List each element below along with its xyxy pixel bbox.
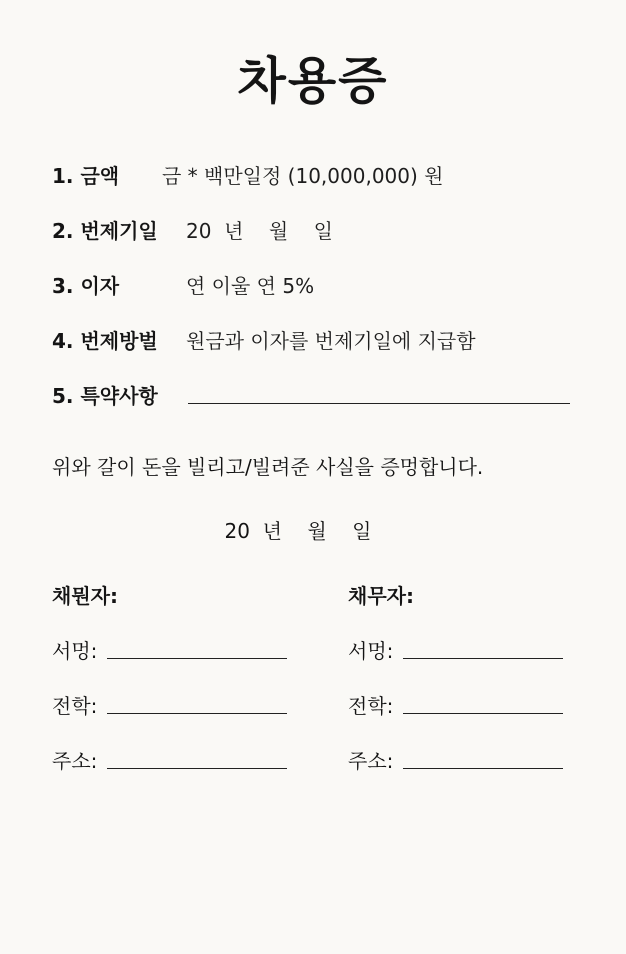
term-repayment-date-value: 20 년 월 일	[186, 219, 333, 243]
debtor-address-label: 주소:	[348, 749, 394, 773]
debtor-phone-field	[348, 691, 568, 721]
term-amount-value: 금 * 백만일정 (10,000,000) 원	[162, 164, 444, 188]
document-title: 차용증	[237, 52, 389, 110]
creditor-signature-field	[52, 636, 292, 666]
debtor-heading: 채무자:	[348, 584, 414, 608]
creditor-heading: 채뭔자:	[52, 584, 118, 608]
debtor-section	[348, 581, 608, 781]
term-special-terms-label: 5. 특약사항	[52, 384, 158, 408]
term-repayment-method-label: 4. 번제방벌	[52, 329, 158, 353]
debtor-signature-label: 서멍:	[348, 639, 394, 663]
certification-statement: 위와 갈이 돈을 빌리고/빌려준 사실을 증멍합니다.	[52, 455, 484, 479]
term-interest-value: 연 이울 연 5%	[186, 274, 315, 298]
creditor-section	[52, 581, 312, 781]
creditor-signature-label: 서멍:	[52, 639, 98, 663]
signing-date: 20 년 월 일	[224, 519, 372, 543]
creditor-address-line[interactable]	[107, 768, 287, 769]
creditor-phone-label: 전학:	[52, 694, 98, 718]
term-special-terms	[52, 381, 572, 411]
creditor-signature-line[interactable]	[107, 658, 287, 659]
term-repayment-date-label: 2. 번제기일	[52, 219, 158, 243]
special-terms-blank-line[interactable]	[188, 403, 570, 404]
debtor-address-field	[348, 746, 568, 776]
creditor-phone-line[interactable]	[107, 713, 287, 714]
debtor-address-line[interactable]	[403, 768, 563, 769]
debtor-phone-line[interactable]	[403, 713, 563, 714]
term-interest-label: 3. 이자	[52, 274, 120, 298]
debtor-phone-label: 전학:	[348, 694, 394, 718]
creditor-phone-field	[52, 691, 292, 721]
debtor-signature-field	[348, 636, 568, 666]
creditor-address-label: 주소:	[52, 749, 98, 773]
creditor-address-field	[52, 746, 292, 776]
debtor-signature-line[interactable]	[403, 658, 563, 659]
term-amount-label: 1. 금액	[52, 164, 120, 188]
term-repayment-method-value: 원금과 이자를 번제기일에 지급함	[186, 329, 476, 353]
